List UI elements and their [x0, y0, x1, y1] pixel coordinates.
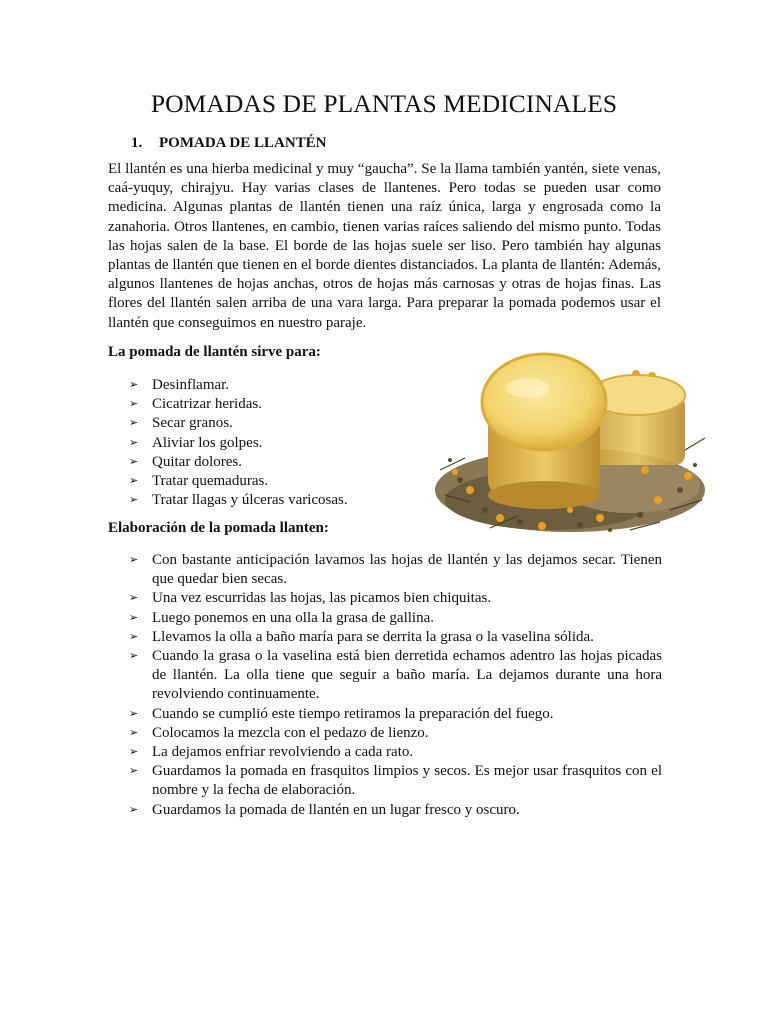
arrow-bullet-icon: ➢	[129, 417, 139, 430]
list-item: ➢ Con bastante anticipación lavamos las hojas de llantén y las dejamos secar. Tienen que quedar bien secas.	[129, 552, 662, 588]
list-item: ➢ Tratar llagas y úlceras varicosas.	[129, 491, 429, 510]
arrow-bullet-icon: ➢	[129, 494, 139, 507]
list-item: ➢ Guardamos la pomada de llantén en un lugar fresco y oscuro.	[129, 801, 662, 820]
list-item: ➢ Cuando la grasa o la vaselina está bien derretida echamos adentro las hojas picadas de llantén. La olla tiene que seguir a baño maría. La dejamos durante una hora revolviendo continuamente.	[129, 648, 662, 703]
list-item: ➢ Tratar quemaduras.	[129, 472, 429, 491]
arrow-bullet-icon: ➢	[129, 765, 139, 778]
arrow-bullet-icon: ➢	[129, 803, 139, 816]
list-item: ➢ Guardamos la pomada en frasquitos limpios y secos. Es mejor usar frasquitos con el nombre y la fecha de elaboración.	[129, 763, 662, 799]
list-item: ➢ Aliviar los golpes.	[129, 434, 429, 453]
arrow-bullet-icon: ➢	[129, 592, 139, 605]
section-heading	[131, 135, 327, 152]
arrow-bullet-icon: ➢	[129, 650, 139, 663]
list-item: ➢ Secar granos.	[129, 414, 429, 433]
list-item: ➢ Cuando se cumplió este tiempo retiramos la preparación del fuego.	[129, 705, 662, 724]
arrow-bullet-icon: ➢	[129, 455, 139, 468]
preparation-list	[129, 551, 662, 820]
preparation-heading: Elaboración de la pomada llanten:	[108, 520, 329, 536]
list-item: ➢ Desinflamar.	[129, 376, 429, 395]
arrow-bullet-icon: ➢	[129, 707, 139, 720]
list-item: ➢ Cicatrizar heridas.	[129, 395, 429, 414]
list-item: ➢ Quitar dolores.	[129, 453, 429, 472]
arrow-bullet-icon: ➢	[129, 726, 139, 739]
uses-heading: La pomada de llantén sirve para:	[108, 344, 321, 360]
ointment-jars-image	[430, 340, 710, 540]
document-title: POMADAS DE PLANTAS MEDICINALES	[150, 89, 618, 118]
arrow-bullet-icon: ➢	[129, 398, 139, 411]
list-item: ➢ Colocamos la mezcla con el pedazo de lienzo.	[129, 724, 662, 743]
arrow-bullet-icon: ➢	[129, 611, 139, 624]
list-item: ➢ Una vez escurridas las hojas, las picamos bien chiquitas.	[129, 589, 662, 608]
arrow-bullet-icon: ➢	[129, 746, 139, 759]
section-number: 1.	[131, 135, 143, 151]
arrow-bullet-icon: ➢	[129, 475, 139, 488]
list-item: ➢ Luego ponemos en una olla la grasa de gallina.	[129, 609, 662, 628]
jar-left	[482, 354, 606, 509]
list-item: ➢ Llevamos la olla a baño maría para se derrita la grasa o la vaselina sólida.	[129, 628, 662, 647]
arrow-bullet-icon: ➢	[129, 554, 139, 566]
section-title: POMADA DE LLANTÉN	[159, 135, 327, 151]
uses-list	[129, 376, 429, 510]
arrow-bullet-icon: ➢	[129, 630, 139, 643]
intro-paragraph: El llantén es una hierba medicinal y muy “gaucha”. Se la llama también yantén, siete venas, caá-yuquy, chirajyu. Hay varias clases de llantenes. Pero todas se pueden usar como medicina. Algunas plantas de llantén tienen una raíz única, larga y engrosada como la zanahoria. Otros llantenes, en cambio, tienen varias raíces saliendo del mismo punto. Todas las hojas salen de la base. El borde de las hojas suele ser liso. Pero también hay algunas plantas de llantén que tienen en el borde dientes distanciados. La planta de llantén: Además, algunos llantenes de hojas anchas, otros de hojas más carnosas y otras de hojas finas. Las flores del llantén salen arriba de una vara larga. Para preparar la pomada podemos usar el llantén que conseguimos en nuestro paraje.	[108, 161, 661, 331]
arrow-bullet-icon: ➢	[129, 436, 139, 449]
arrow-bullet-icon: ➢	[129, 379, 139, 391]
list-item: ➢ La dejamos enfriar revolviendo a cada rato.	[129, 743, 662, 762]
